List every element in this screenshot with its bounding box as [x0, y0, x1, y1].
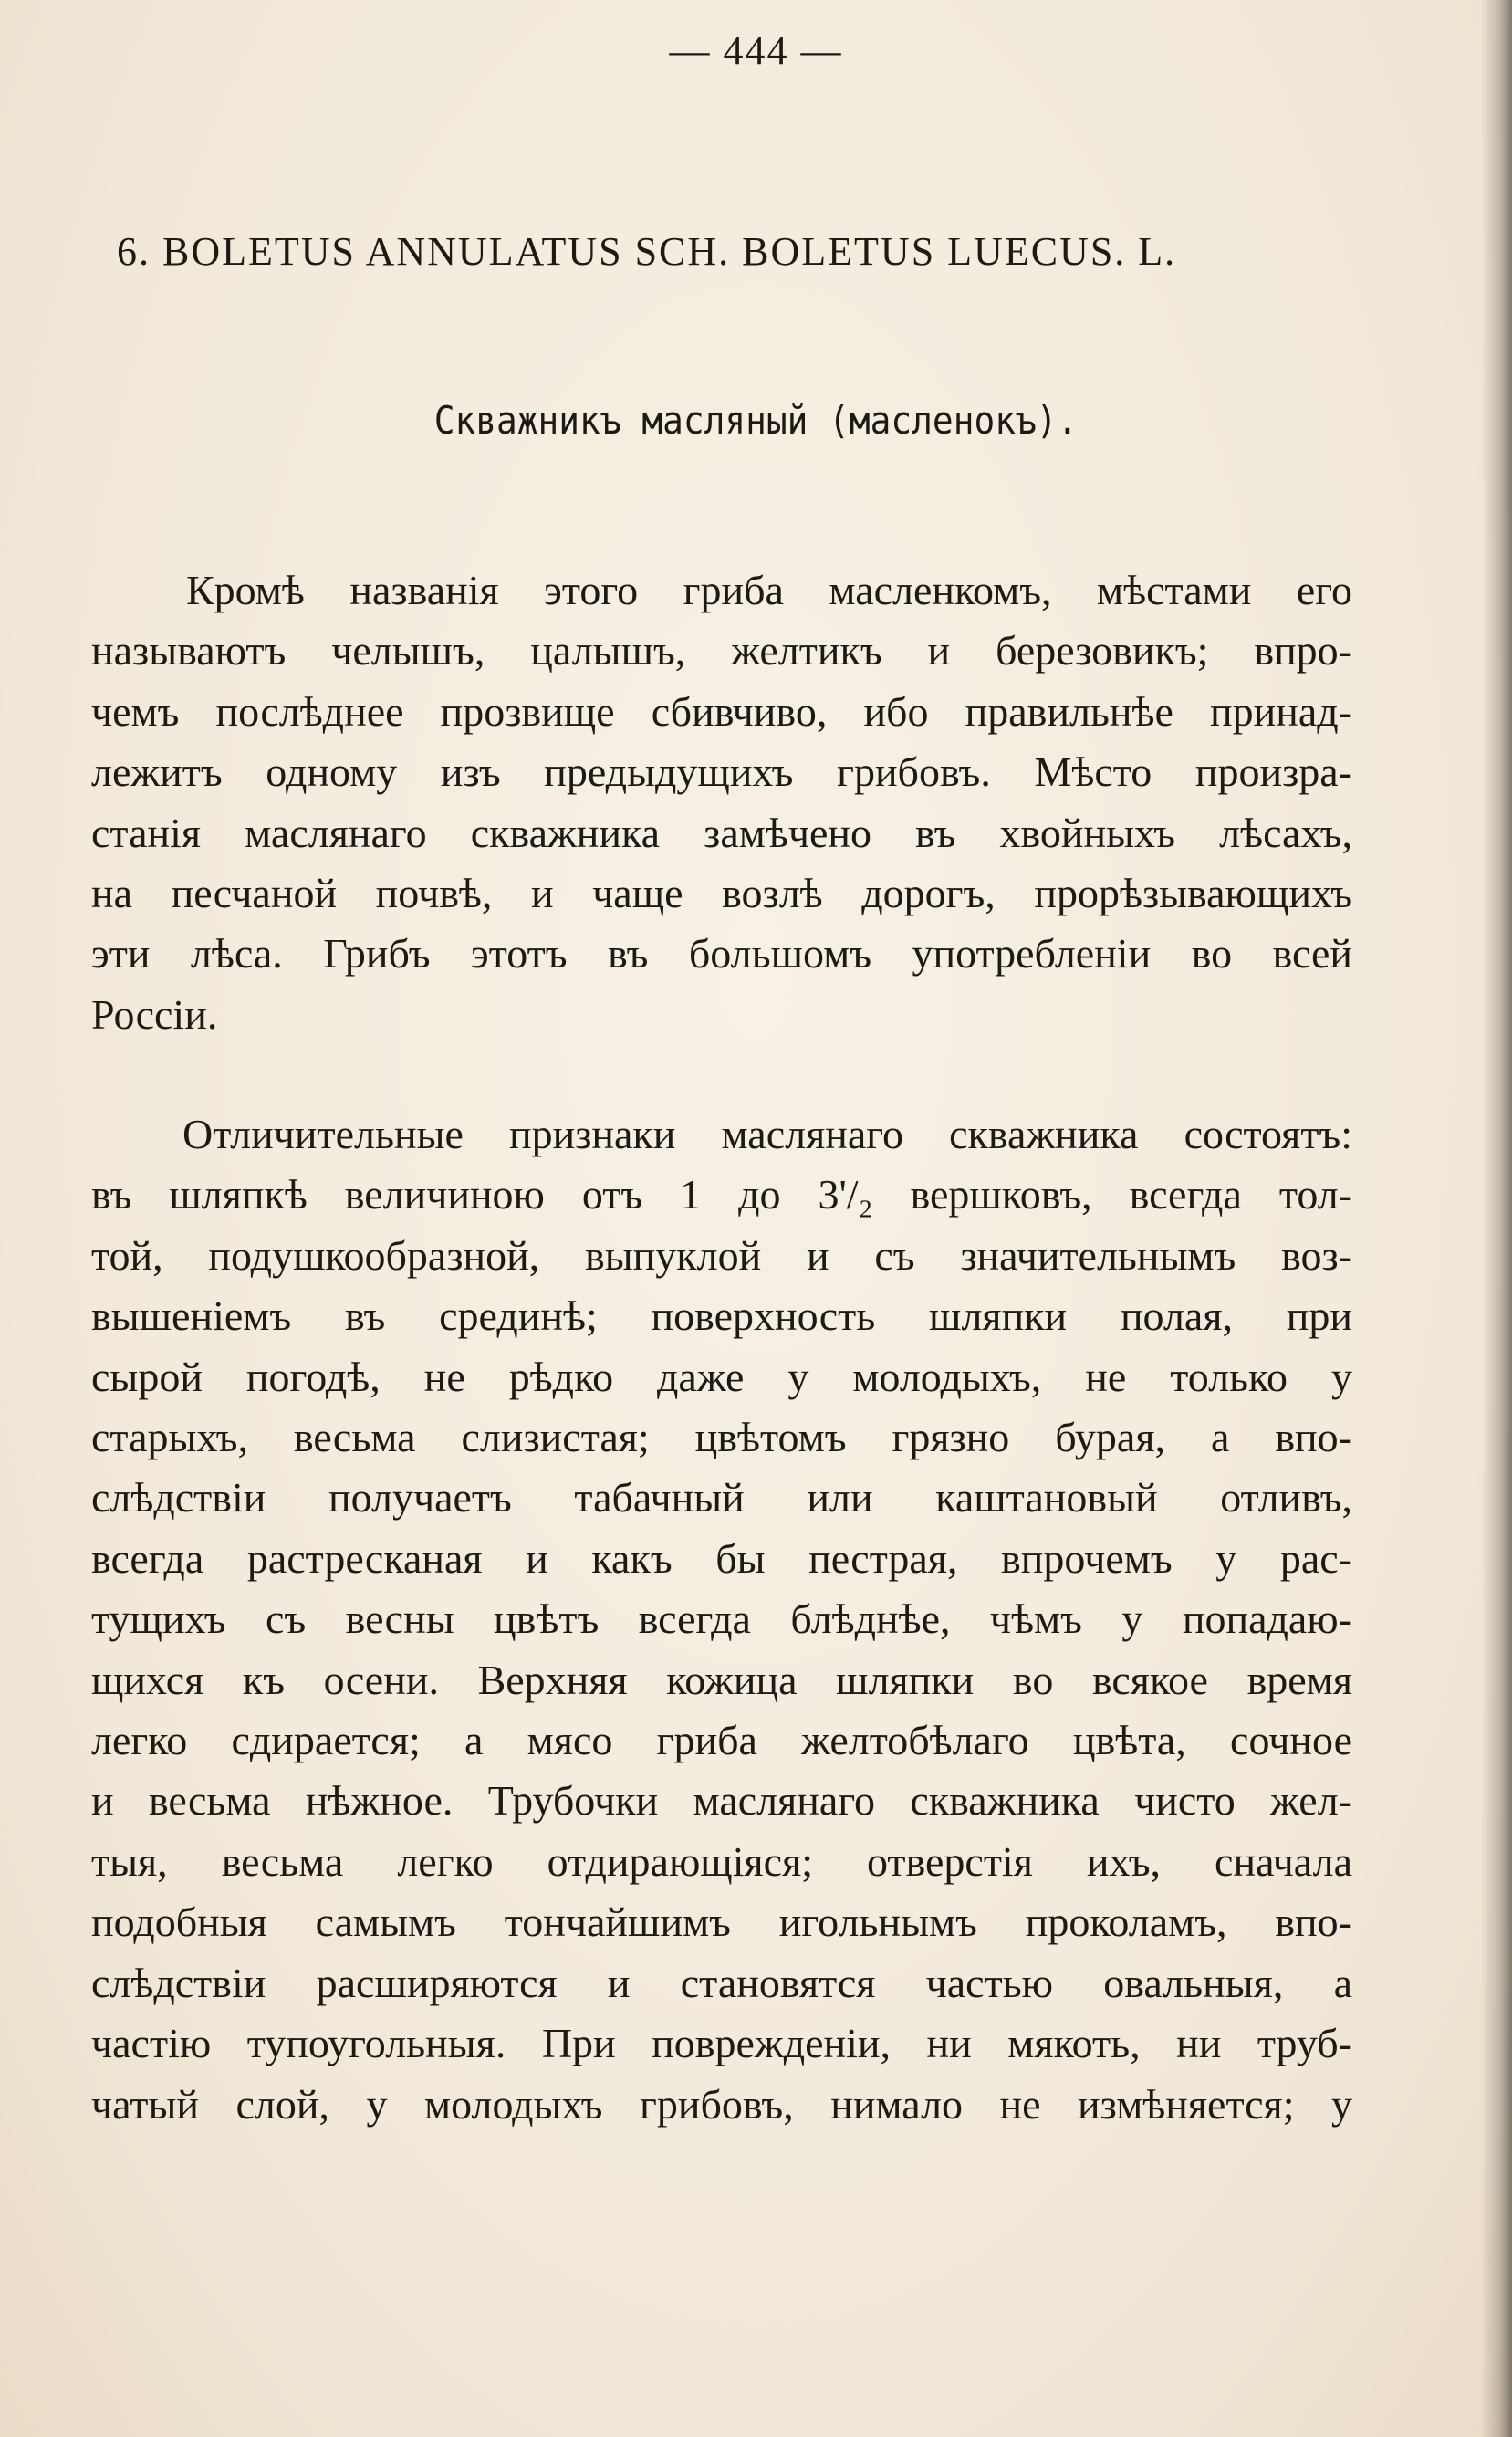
text-line: на песчаной почвѣ, и чаще возлѣ дорогъ, прорѣзывающихъ — [91, 870, 1352, 917]
text-line: старыхъ, весьма слизистая; цвѣтомъ грязно бурая, а впо- — [91, 1414, 1352, 1461]
text-line: чемъ послѣднее прозвище сбивчиво, ибо правильнѣе принад- — [91, 687, 1352, 735]
text-line: лежитъ одному изъ предыдущихъ грибовъ. Мѣсто произра- — [91, 748, 1352, 796]
text-line: всегда растресканая и какъ бы пестрая, впрочемъ у рас- — [91, 1534, 1352, 1582]
paragraph-2 — [91, 1104, 1352, 2135]
text-line: эти лѣса. Грибъ этотъ въ большомъ употребленіи во всей — [91, 930, 1352, 978]
text-line: Россіи. — [91, 990, 218, 1038]
text-line: щихся къ осени. Верхняя кожица шляпки во всякое время — [91, 1656, 1352, 1703]
page-edge-shadow — [1481, 0, 1512, 2437]
text-line: тущихъ съ весны цвѣтъ всегда блѣднѣе, чѣмъ у попадаю- — [91, 1595, 1352, 1643]
text-line: Отличительные признаки маслянаго скважника состоятъ: — [182, 1111, 1352, 1157]
text-line: слѣдствіи получаетъ табачный или каштановый отливъ, — [91, 1474, 1352, 1522]
text-line: легко сдирается; а мясо гриба желтобѣлаго цвѣта, сочное — [91, 1717, 1352, 1764]
text-line: вышеніемъ въ срединѣ; поверхность шляпки полая, при — [91, 1292, 1352, 1340]
section-subheading: Скважникъ масляный (масленокъ). — [433, 398, 1079, 443]
text-line: тыя, весьма легко отдирающіяся; отверстія ихъ, сначала — [91, 1837, 1352, 1885]
text-line: той, подушкообразной, выпуклой и съ значительнымъ воз- — [91, 1231, 1352, 1279]
text-line: подобныя самымъ тончайшимъ игольнымъ проколамъ, впо- — [91, 1898, 1352, 1946]
text-line: частію тупоугольныя. При поврежденіи, ни мякоть, ни труб- — [91, 2020, 1352, 2067]
text-line: слѣдствіи расширяются и становятся частью овальныя, а — [91, 1959, 1352, 2006]
page-number: — 444 — — [669, 28, 843, 73]
paragraph-1 — [91, 560, 1352, 1045]
text-line: въ шляпкѣ величиною отъ 1 до 3'/₂ вершковъ, всегда тол- — [91, 1171, 1352, 1218]
text-line: называютъ челышъ, цалышъ, желтикъ и березовикъ; впро- — [91, 627, 1352, 675]
text-line: сырой погодѣ, не рѣдко даже у молодыхъ, не только у — [91, 1353, 1352, 1400]
section-heading: 6. BOLETUS ANNULATUS SCH. BOLETUS LUECUS. L. — [117, 229, 1177, 274]
text-line: Кромѣ названія этого гриба масленкомъ, мѣстами его — [186, 567, 1352, 613]
text-line: чатый слой, у молодыхъ грибовъ, нимало не измѣняется; у — [91, 2080, 1352, 2128]
text-line: станія маслянаго скважника замѣчено въ хвойныхъ лѣсахъ, — [91, 809, 1352, 856]
text-line: и весьма нѣжное. Трубочки маслянаго скважника чисто жел- — [91, 1777, 1352, 1825]
